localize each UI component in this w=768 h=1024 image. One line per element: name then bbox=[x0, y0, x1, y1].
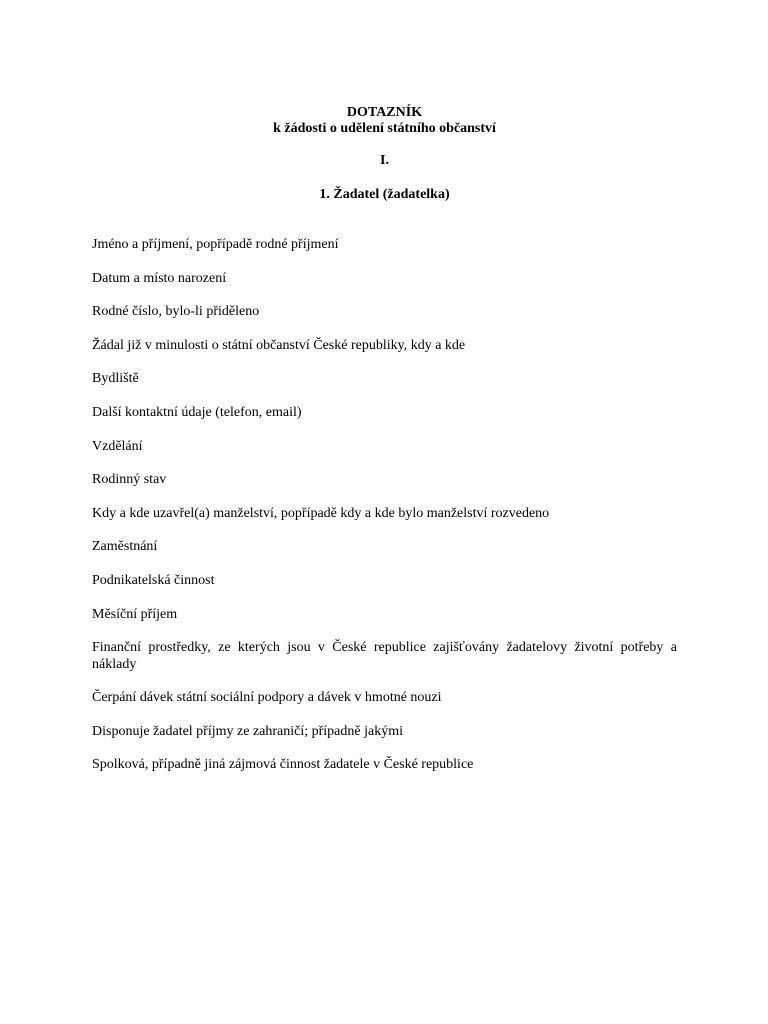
document-subtitle: k žádosti o udělení státního občanství bbox=[273, 121, 496, 136]
field-birth-date-place: Datum a místo narození bbox=[92, 270, 227, 286]
field-contact-details: Další kontaktní údaje (telefon, email) bbox=[92, 404, 302, 420]
field-marriage-details: Kdy a kde uzavřel(a) manželství, popřípadě kdy a kde bylo manželství rozvedeno bbox=[92, 505, 550, 521]
questionnaire-fields bbox=[92, 236, 677, 790]
field-business-activity: Podnikatelská činnost bbox=[92, 572, 215, 588]
field-social-benefits: Čerpání dávek státní sociální podpory a dávek v hmotné nouzi bbox=[92, 690, 442, 706]
document-title: DOTAZNÍK bbox=[346, 105, 423, 120]
field-association-activity: Spolková, případně jiná zájmová činnost žadatele v České republice bbox=[92, 757, 474, 773]
section-number: I. bbox=[380, 153, 389, 168]
field-foreign-income: Disponuje žadatel příjmy ze zahraničí; případně jakými bbox=[92, 723, 403, 739]
field-previous-application: Žádal již v minulosti o státní občanství České republiky, kdy a kde bbox=[92, 337, 466, 353]
field-employment: Zaměstnání bbox=[92, 539, 158, 555]
field-marital-status: Rodinný stav bbox=[92, 472, 167, 488]
subsection-heading: 1. Žadatel (žadatelka) bbox=[319, 187, 450, 202]
field-residence: Bydliště bbox=[92, 371, 139, 387]
field-financial-means: Finanční prostředky, ze kterých jsou v České republice zajišťovány žadatelovy životní potřeby a náklady bbox=[92, 640, 677, 673]
field-monthly-income: Měsíční příjem bbox=[92, 606, 178, 622]
field-education: Vzdělání bbox=[92, 438, 143, 454]
field-name: Jméno a příjmení, popřípadě rodné příjmení bbox=[92, 237, 339, 252]
field-birth-number: Rodné číslo, bylo-li přiděleno bbox=[92, 304, 260, 320]
